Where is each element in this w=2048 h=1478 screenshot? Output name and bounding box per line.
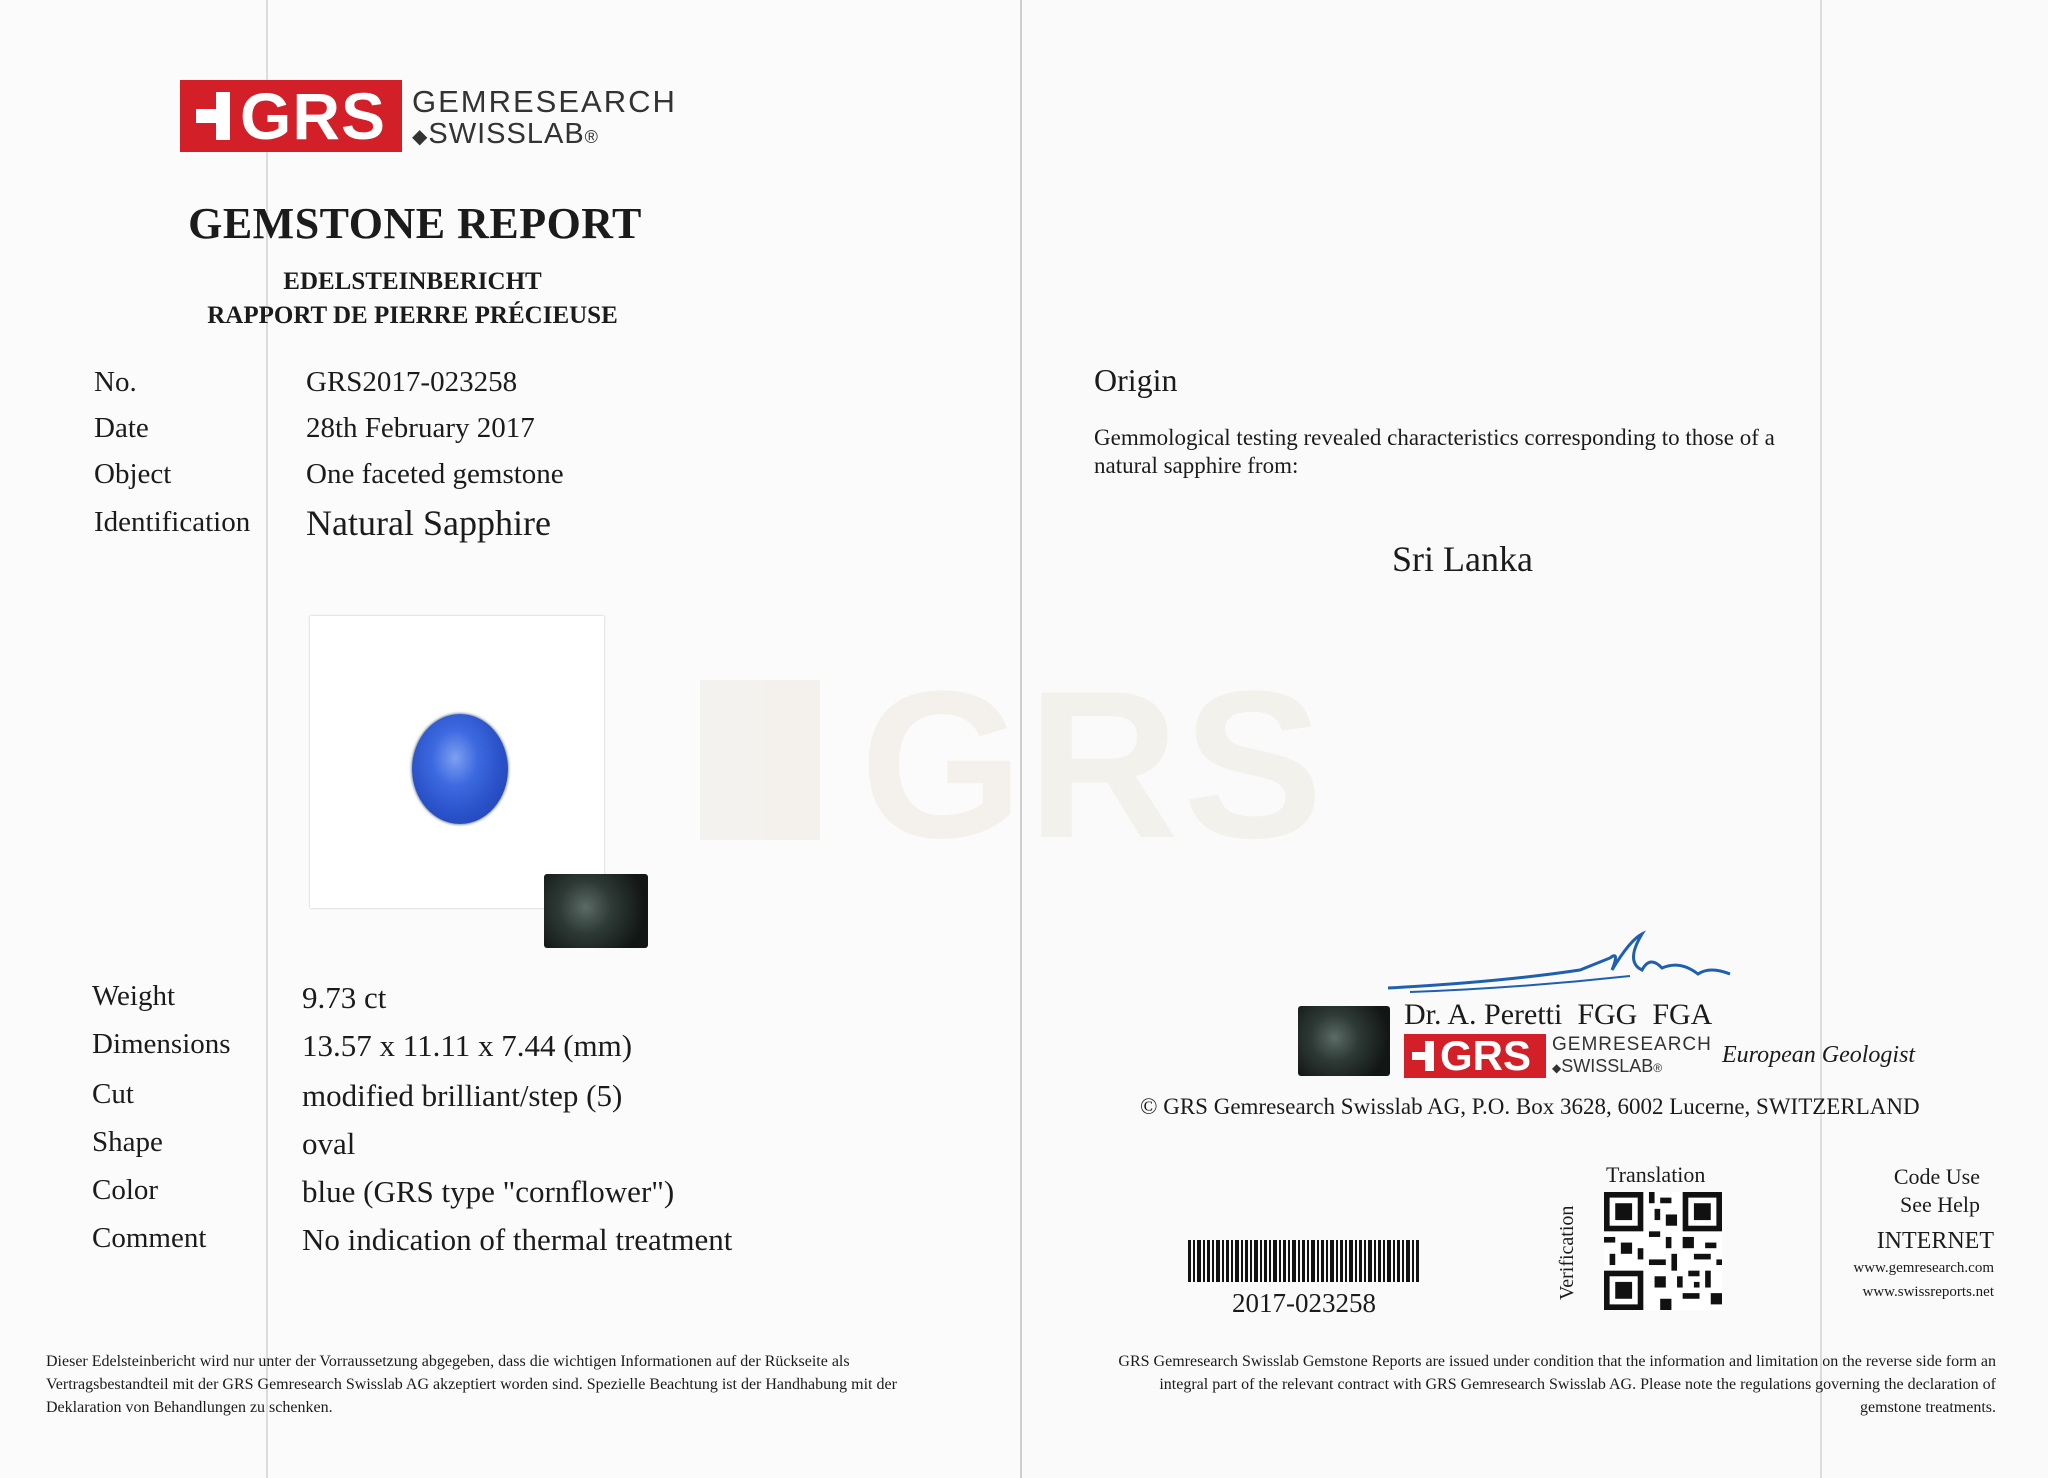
label-shape: Shape xyxy=(92,1126,163,1158)
qr-code[interactable] xyxy=(1604,1192,1722,1310)
value-weight: 9.73 ct xyxy=(302,980,387,1015)
code-use-line1: Code Use xyxy=(1893,1164,1980,1189)
logo-mark-text: GRS xyxy=(240,79,387,153)
label-dimensions: Dimensions xyxy=(92,1028,231,1060)
internet-url-2[interactable]: www.swissreports.net xyxy=(1862,1284,1994,1300)
watermark-cross-icon xyxy=(700,680,820,840)
signature-title: European Geologist xyxy=(1722,1042,1916,1068)
value-object: One faceted gemstone xyxy=(306,458,564,490)
grs-logo xyxy=(180,79,677,153)
label-identification: Identification xyxy=(94,506,251,538)
value-shape: oval xyxy=(302,1126,356,1161)
value-cut: modified brilliant/step (5) xyxy=(302,1078,623,1113)
signature-logo-line2: SWISSLAB xyxy=(1561,1056,1654,1076)
report-title: GEMSTONE REPORT xyxy=(188,199,642,248)
value-date: 28th February 2017 xyxy=(306,412,535,444)
label-cut: Cut xyxy=(92,1078,134,1110)
fold-line-3 xyxy=(1820,0,1822,1478)
label-number: No. xyxy=(94,366,137,398)
value-color: blue (GRS type "cornflower") xyxy=(302,1174,675,1209)
swiss-cross-icon xyxy=(196,92,230,140)
logo-reg: ® xyxy=(584,127,599,147)
signature-hologram xyxy=(1298,1006,1390,1076)
barcode-number: 2017-023258 xyxy=(1232,1288,1376,1318)
verification-label: Verification xyxy=(1556,1205,1578,1300)
internet-url-1[interactable]: www.gemresearch.com xyxy=(1853,1260,1994,1276)
security-hologram xyxy=(544,874,648,948)
watermark: GRS xyxy=(700,650,1360,880)
internet-heading: INTERNET xyxy=(1876,1228,1994,1254)
logo-line1: GEMRESEARCH xyxy=(412,84,677,119)
report-subtitle-de: EDELSTEINBERICHT xyxy=(283,268,542,295)
signature-scribble xyxy=(1380,930,1740,1000)
address-line: © GRS Gemresearch Swisslab AG, P.O. Box 3628, 6002 Lucerne, SWITZERLAND xyxy=(1140,1094,1920,1119)
gemstone-photo xyxy=(310,616,604,908)
logo-line2-wrap xyxy=(412,118,599,151)
signature-logo xyxy=(1404,1032,1712,1079)
disclaimer-de: Dieser Edelsteinbericht wird nur unter der Vorraussetzung abgegeben, dass die wichtigen Informationen auf der Rückseite als Vertragsbestandteil mit der GRS Gemresearch Swisslab AG akzeptiert worden sind. Spezielle Beachtung ist der Handhabung mit der Deklaration von Behandlungen zu schenken. xyxy=(46,1353,897,1416)
logo-line2: SWISSLAB xyxy=(428,118,585,150)
origin-heading: Origin xyxy=(1094,362,1178,398)
signature-diamond-icon: ◆ xyxy=(1552,1061,1562,1075)
signature-logo-line2-wrap xyxy=(1552,1056,1662,1077)
value-dimensions: 13.57 x 11.11 x 7.44 (mm) xyxy=(302,1028,633,1063)
origin-country: Sri Lanka xyxy=(1392,539,1533,579)
sapphire-gem xyxy=(412,714,508,824)
code-use-line2: See Help xyxy=(1899,1192,1980,1217)
label-date: Date xyxy=(94,412,149,444)
grs-logo-mark xyxy=(180,80,402,152)
signature-name: Dr. A. Peretti FGG FGA xyxy=(1404,998,1713,1031)
report-subtitle-fr: RAPPORT DE PIERRE PRÉCIEUSE xyxy=(207,302,618,329)
diamond-icon: ◆ xyxy=(412,126,429,148)
disclaimer-en: GRS Gemresearch Swisslab Gemstone Reports are issued under condition that the information and limitation on the reverse side form an integral part of the relevant contract with GRS Gemresearch Swisslab AG. Please note the regulations governing the declaration of gemstone treatments. xyxy=(1118,1353,1996,1416)
label-object: Object xyxy=(94,458,172,490)
value-number: GRS2017-023258 xyxy=(306,366,518,398)
label-color: Color xyxy=(92,1174,159,1206)
signature-cross-icon xyxy=(1412,1041,1434,1071)
signature-logo-line1: GEMRESEARCH xyxy=(1552,1034,1712,1055)
signature-logo-mark xyxy=(1404,1034,1546,1078)
signature-logo-text: GRS xyxy=(1440,1032,1532,1079)
label-weight: Weight xyxy=(92,980,176,1012)
label-comment: Comment xyxy=(92,1222,207,1254)
origin-text: Gemmological testing revealed characteristics corresponding to those of a natural sapphire from: xyxy=(1094,425,1775,478)
translation-label: Translation xyxy=(1606,1162,1706,1187)
value-comment: No indication of thermal treatment xyxy=(302,1222,733,1257)
barcode xyxy=(1188,1240,1420,1282)
signature-logo-reg: ® xyxy=(1653,1061,1663,1075)
value-identification: Natural Sapphire xyxy=(306,503,551,543)
